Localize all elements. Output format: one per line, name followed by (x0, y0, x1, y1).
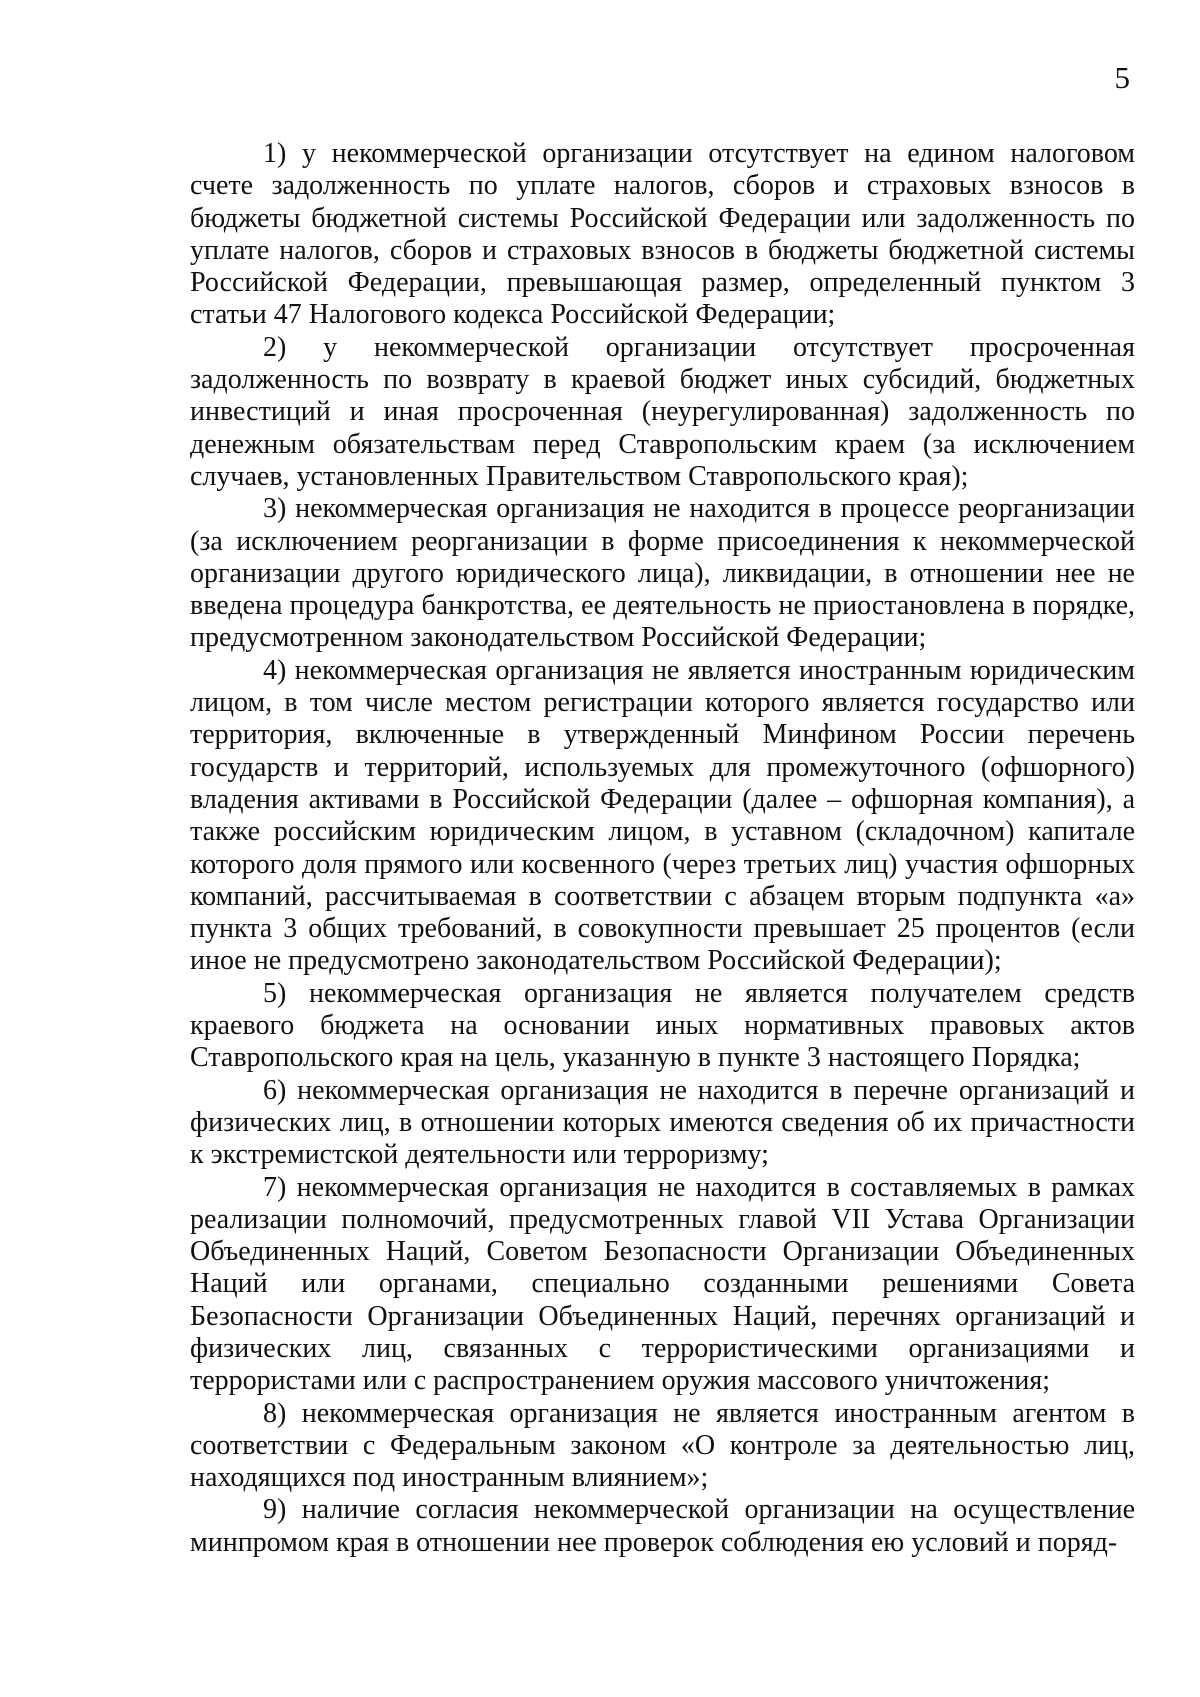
requirements-list (190, 138, 1135, 1559)
page-number: 5 (1114, 60, 1130, 95)
list-item: 7) некоммерческая организация не находится в составляемых в рамках реализации полномочий, предусмотренных главой VII Устава Организации Объединенных Наций, Советом Безопасности Организации Объединенных Наций или органами, специально созданными решениями Совета Безопасности Организации Объединенных Наций, перечнях организаций и физических лиц, связанных с террористическими организациями и террористами или с распространением оружия массового уничтожения; (190, 1171, 1135, 1397)
list-item: 1) у некоммерческой организации отсутствует на едином налоговом счете задолженность по уплате налогов, сборов и страховых взносов в бюджеты бюджетной системы Российской Федерации или задолженность по уплате налогов, сборов и страховых взносов в бюджеты бюджетной системы Российской Федерации, превышающая размер, определенный пунктом 3 статьи 47 Налогового кодекса Российской Федерации; (190, 138, 1135, 331)
list-item: 4) некоммерческая организация не является иностранным юридическим лицом, в том числе местом регистрации которого является государство или территория, включенные в утвержденный Минфином России перечень государств и территорий, используемых для промежуточного (офшорного) владения активами в Российской Федерации (далее – офшорная компания), а также российским юридическим лицом, в уставном (складочном) капитале которого доля прямого или косвенного (через третьих лиц) участия офшорных компаний, рассчитываемая в соответствии с абзацем вторым подпункта «а» пункта 3 общих требований, в совокупности превышает 25 процентов (если иное не предусмотрено законодательством Российской Федерации); (190, 654, 1135, 977)
list-item: 8) некоммерческая организация не является иностранным агентом в соответствии с Федеральным законом «О контроле за деятельностью лиц, находящихся под иностранным влиянием»; (190, 1397, 1135, 1494)
list-item: 5) некоммерческая организация не является получателем средств краевого бюджета на основании иных нормативных правовых актов Ставропольского края на цель, указанную в пункте 3 настоящего Порядка; (190, 977, 1135, 1074)
list-item: 9) наличие согласия некоммерческой организации на осуществление минпромом края в отношении нее проверок соблюдения ею условий и поряд- (190, 1494, 1135, 1558)
list-item: 3) некоммерческая организация не находится в процессе реорганизации (за исключением реорганизации в форме присоединения к некоммерческой организации другого юридического лица), ликвидации, в отношении нее не введена процедура банкротства, ее деятельность не приостановлена в порядке, предусмотренном законодательством Российской Федерации; (190, 493, 1135, 654)
list-item: 6) некоммерческая организация не находится в перечне организаций и физических лиц, в отношении которых имеются сведения об их причастности к экстремистской деятельности или терроризму; (190, 1074, 1135, 1171)
list-item: 2) у некоммерческой организации отсутствует просроченная задолженность по возврату в краевой бюджет иных субсидий, бюджетных инвестиций и иная просроченная (неурегулированная) задолженность по денежным обязательствам перед Ставропольским краем (за исключением случаев, установленных Правительством Ставропольского края); (190, 331, 1135, 492)
